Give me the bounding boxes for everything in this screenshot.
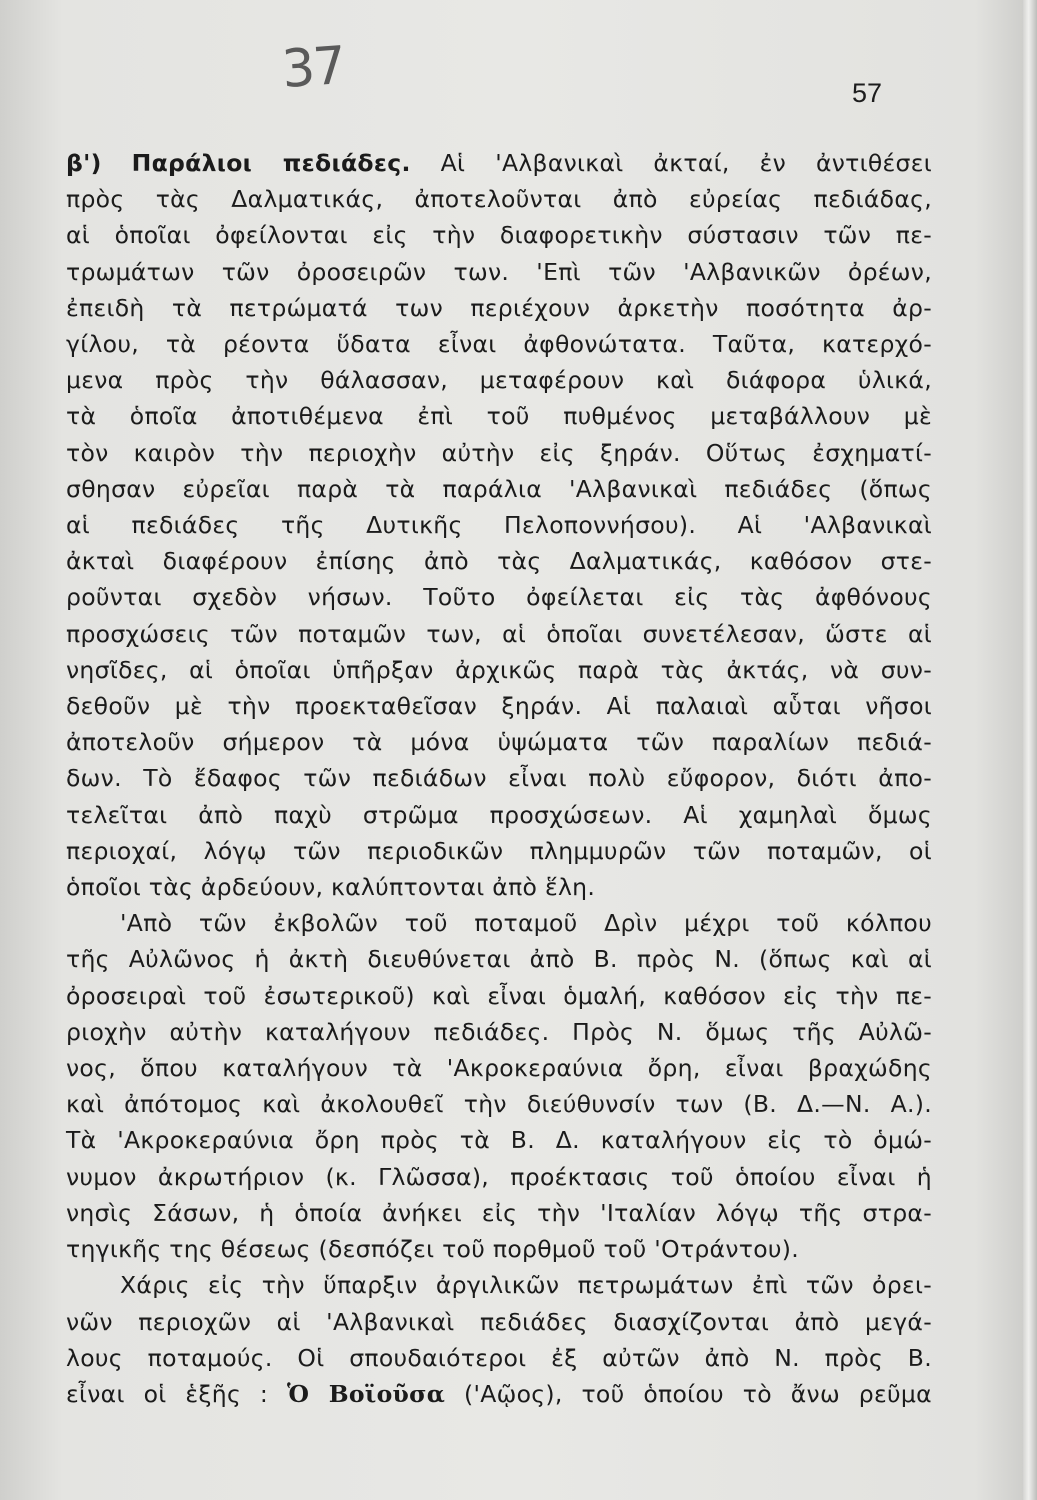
text-line: τὰ ὁποῖα ἀποτιθέμενα ἐπὶ τοῦ πυθμένος μεταβάλλουν μὲ — [66, 402, 932, 431]
handwritten-page-annotation: 37 — [279, 35, 347, 101]
text-line: αἱ ὁποῖαι ὀφείλονται εἰς τὴν διαφορετικὴν σύστασιν τῶν πε- — [66, 221, 932, 250]
section-label: β') — [66, 149, 102, 177]
page-number: 57 — [852, 78, 883, 108]
text-line: λους ποταμούς. Οἱ σπουδαιότεροι ἐξ αὐτῶν ἀπὸ Ν. πρὸς Β. — [66, 1343, 932, 1372]
text-line: νος, ὅπου καταλήγουν τὰ 'Ακροκεραύνια ὄρη, εἶναι βραχώδης — [66, 1054, 932, 1083]
text-line: νῶν περιοχῶν αἱ 'Αλβανικαὶ πεδιάδες διασχίζονται ἀπὸ μεγά- — [66, 1307, 932, 1336]
text-line: περιοχαί, λόγῳ τῶν περιοδικῶν πλημμυρῶν τῶν ποταμῶν, οἱ — [66, 836, 932, 865]
text-line: καὶ ἀπότομος καὶ ἀκολουθεῖ τὴν διεύθυνσίν των (Β. Δ.—Ν. Α.). — [66, 1090, 932, 1119]
text-line: τελεῖται ἀπὸ παχὺ στρῶμα προσχώσεων. Αἱ χαμηλαὶ ὅμως — [66, 800, 932, 829]
text-line: πρὸς τὰς Δαλματικάς, ἀποτελοῦνται ἀπὸ εὐρείας πεδιάδας, — [66, 185, 932, 214]
text-line: δεθοῦν μὲ τὴν προεκταθεῖσαν ξηράν. Αἱ παλαιαὶ αὗται νῆσοι — [66, 692, 932, 721]
text-line: τρωμάτων τῶν ὀροσειρῶν των. 'Επὶ τῶν 'Αλβανικῶν ὀρέων, — [66, 257, 932, 286]
page-spine-edge — [1023, 0, 1037, 1500]
text-line: τὸν καιρὸν τὴν περιοχὴν αὐτὴν εἰς ξηράν. Οὕτως ἐσχηματί- — [66, 438, 932, 467]
text-line: μενα πρὸς τὴν θάλασσαν, μεταφέρουν καὶ διάφορα ὑλικά, — [66, 366, 932, 395]
text-line: ἀποτελοῦν σήμερον τὰ μόνα ὑψώματα τῶν παραλίων πεδιά- — [66, 728, 932, 757]
text-line: 'Απὸ τῶν ἐκβολῶν τοῦ ποταμοῦ Δρὶν μέχρι τοῦ κόλπου — [120, 909, 932, 938]
section-title: Παράλιοι πεδιάδες. — [131, 149, 411, 177]
text-line: ὁποῖοι τὰς ἀρδεύουν, καλύπτονται ἀπὸ ἕλη. — [66, 873, 596, 902]
text-line: ἀκταὶ διαφέρουν ἐπίσης ἀπὸ τὰς Δαλματικάς, καθόσον στε- — [66, 547, 932, 576]
text-line-end: ('Αῷος), τοῦ ὁποίου τὸ ἄνω ρεῦμα — [445, 1379, 932, 1408]
text-line: γίλου, τὰ ρέοντα ὕδατα εἶναι ἀφθονώτατα. Ταῦτα, κατερχό- — [66, 330, 932, 359]
text-line: αἱ πεδιάδες τῆς Δυτικῆς Πελοποννήσου). Αἱ 'Αλβανικαὶ — [66, 511, 932, 540]
text-line: Τὰ 'Ακροκεραύνια ὄρη πρὸς τὰ Β. Δ. καταλήγουν εἰς τὸ ὁμώ- — [66, 1126, 932, 1155]
text-line: τῆς Αὐλῶνος ἡ ἀκτὴ διευθύνεται ἀπὸ Β. πρὸς Ν. (ὅπως καὶ αἱ — [66, 945, 932, 974]
text-line: δων. Τὸ ἔδαφος τῶν πεδιάδων εἶναι πολὺ εὔφορον, διότι ἀπο- — [66, 764, 932, 793]
text-line: τηγικῆς της θέσεως (δεσπόζει τοῦ πορθμοῦ τοῦ 'Οτράντου). — [66, 1235, 800, 1264]
text-line: προσχώσεις τῶν ποταμῶν των, αἱ ὁποῖαι συνετέλεσαν, ὥστε αἱ — [66, 619, 932, 648]
text-line: Χάρις εἰς τὴν ὕπαρξιν ἀργιλικῶν πετρωμάτων ἐπὶ τῶν ὀρει- — [120, 1271, 932, 1300]
text-line-content: Αἱ 'Αλβανικαὶ ἀκταί, ἐν ἀντιθέσει — [410, 149, 932, 177]
text-line — [66, 145, 932, 181]
body-text — [66, 145, 932, 1412]
text-line: νησῖδες, αἱ ὁποῖαι ὑπῆρξαν ἀρχικῶς παρὰ τὰς ἀκτάς, νὰ συν- — [66, 655, 932, 684]
text-line: ὀροσειραὶ τοῦ ἐσωτερικοῦ) καὶ εἶναι ὁμαλή, καθόσον εἰς τὴν πε- — [66, 981, 932, 1010]
text-line: ριοχὴν αὐτὴν καταλήγουν πεδιάδες. Πρὸς Ν. ὅμως τῆς Αὐλῶ- — [66, 1017, 932, 1046]
text-line: ἐπειδὴ τὰ πετρώματά των περιέχουν ἀρκετὴν ποσότητα ἀρ- — [66, 293, 932, 322]
river-name: Ὁ Βοϊοῦσα — [286, 1379, 446, 1408]
text-line: σθησαν εὐρεῖαι παρὰ τὰ παράλια 'Αλβανικαὶ πεδιάδες (ὅπως — [66, 474, 932, 503]
text-line: νυμον ἀκρωτήριον (κ. Γλῶσσα), προέκτασις τοῦ ὁποίου εἶναι ἡ — [66, 1162, 932, 1191]
text-line: ροῦνται σχεδὸν νήσων. Τοῦτο ὀφείλεται εἰς τὰς ἀφθόνους — [66, 583, 932, 612]
text-line-start: εἶναι οἱ ἑξῆς : — [66, 1379, 287, 1408]
text-line: νησὶς Σάσων, ἡ ὁποία ἀνήκει εἰς τὴν 'Ιταλίαν λόγῳ τῆς στρα- — [66, 1198, 932, 1227]
text-line — [66, 1376, 932, 1412]
